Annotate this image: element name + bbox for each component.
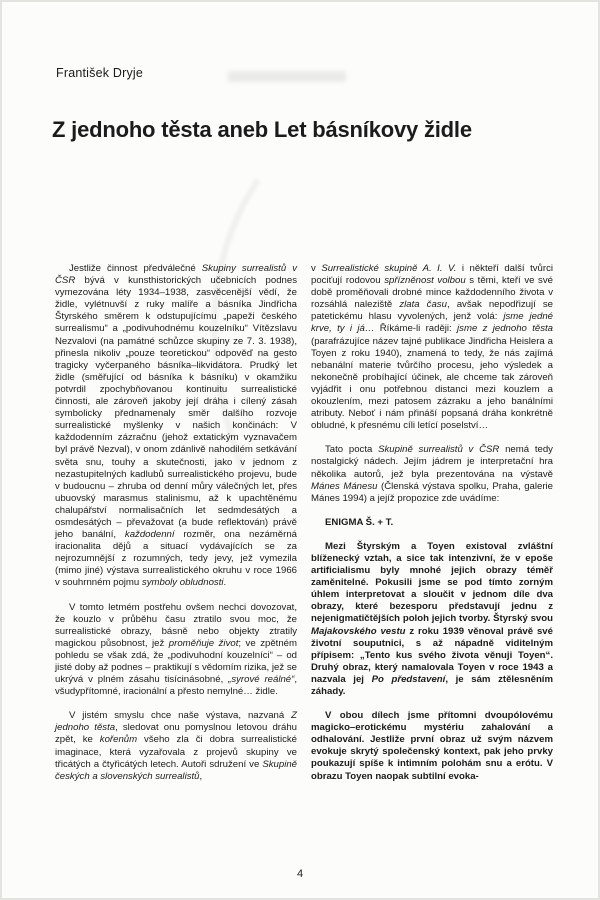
text-segment: V tomto letmém postřehu ovšem nechci dovozovat, že kouzlo v průběhu času ztratilo svou moc, že surrealistické obrazy, básně nebo objekty ztratily magickou působnost, jež <box>55 601 297 649</box>
article-title: Z jednoho těsta aneb Let básníkovy židle <box>52 116 472 142</box>
section-heading-enigma <box>311 517 553 529</box>
text-segment: , avšak nepodřizují se patetickému hlasu vyvolených, jenž volá: <box>311 299 553 323</box>
paragraph <box>311 710 553 783</box>
text-segment: V obou dílech jsme přítomni dvoupólovému magicko–erotickému mystériu zahalování a odhalování. Jestliže první obraz už svým názvem evokuje skrytý společenský kontext, pak jeho prvky poukazují spíše k intimním polohám snu a erótu. V obrazu Toyen naopak subtilní evoka- <box>311 710 553 782</box>
emphasis-text: „syrové reálné“ <box>228 674 295 686</box>
text-segment: , sledovat onu pomyslnou letovou dráhu zpět, ke <box>55 722 297 746</box>
author-name: František Dryje <box>56 66 144 80</box>
text-segment: ; ve zpětném pohledu se však zdá, že „podivuhodní kouzelníci“ – od jisté doby až podnes – praktikují s vědomím rizika, jež se ukrývá v plném zásahu tisícinásobné, <box>55 637 297 686</box>
paragraph <box>55 602 297 699</box>
text-segment: . <box>223 577 227 589</box>
paragraph <box>311 541 553 698</box>
paragraph <box>55 263 297 590</box>
left-column <box>55 263 297 795</box>
paragraph <box>311 263 553 432</box>
emphasis-text: proměňuje život <box>168 637 239 649</box>
text-segment: z roku 1939 věnoval právě své životní souputnici, s až nápadně viditelným přípisem: „Tento kus svého života věnuji Toyen“. Druhý obraz, který namalovala Toyen v roce 1943 a nazvala jej <box>311 625 553 685</box>
emphasis-text: spřízněnost volbou <box>384 275 466 287</box>
emphasis-text: Mánes Mánesu <box>311 480 378 492</box>
text-segment: Tato pocta <box>325 444 379 456</box>
right-column <box>311 263 553 795</box>
text-segment: (parafrázujíce název tajné publikace Jindřicha Heislera a Toyen z roku 1940), znamená to tedy, že nás zajímá nebanální materie tvůrčího procesu, jeho výsledek a nekonečně probíhající účinek, ale chceme tak zároveň vyjádřit i onu potřebnou distanci mezi kouzlem a okouzlením, mezi patosem zázraku a jeho banálními atributy. Neboť i nám přináší popsaná dráha konkrétně obludné, k přesnému cíli letící poselství… <box>311 335 553 432</box>
paragraph <box>55 710 297 783</box>
emphasis-text: Majakovského vestu <box>311 625 406 637</box>
emphasis-text: Skupině surrealistů v ČSR <box>378 444 500 456</box>
text-segment: Jestliže činnost předválečné <box>69 263 202 274</box>
emphasis-text: každodenní <box>124 529 175 541</box>
text-segment: všeho zla či dobra surrealistické imaginace, která vyzařovala z projevů skupiny ve třicátých a čtyřicátých letech. Autoři sdružení ve <box>55 734 298 770</box>
text-segment: v <box>311 263 322 274</box>
emphasis-text: Z jednoho těsta <box>55 710 297 734</box>
emphasis-text: jsme z jednoho těsta <box>457 323 553 335</box>
text-segment: , <box>199 770 203 782</box>
text-segment: i někteří další tvůrci pociťují rodovou <box>311 263 554 287</box>
text-segment: bývá v kunsthistorických učebnicích podnes vymezována léty 1934–1938, zasvěcenější vědí, že židle, vylétnuvší z ruky malíře a básníka Jindřicha Štyrského směrem k odstupujícímu „papeži českého surrealismu“ a „podivuhodnému kouzelníku“ Vítězslavu Nezvalovi (na památné schůzce skupiny ze 7. 3. 1938), přinesla nikoliv „pouze teoretickou“ odpověď na gesto tragicky vyčerpaného básníka–likvidátora. Prudký let židle (směřující od básníka k básníku) v okamžiku potvrdil zpochybňovanou kontinuitu surrealistické činnosti, ale zároveň jakoby její dráha i cílený zásah symbolicky přednamenaly směr dalšího rozvoje surrealistické myšlenky v našich končinách: V každodenním zázračnu (jehož extatickým vyznavačem byl právě Nezval), v onom zdánlivě nahodilém setkávání světa snu, touhy a skutečnosti, jako v jednom z nezastupitelných kadlubů surrealistického projevu, bude v budoucnu – zhruba od denní můry válečných let, přes ubuovský marasmus stalinismu, až k upachtěnému chalupářství normalisačních let sedmdesátých a osmdesátých – převažovat (a bude reflektován) právě jeho banální, <box>55 275 297 541</box>
text-segment: Mezi Štyrským a Toyen existoval zvláštní blíženecký vztah, a sice tak intenzivní, že v epoše artificialismu byly mnohé jejich obrazy téměř zaměnitelné. Pokusili jsme se pod tímto zorným úhlem interpretovat a sloučit v jednom díle dva obrazy, které bezesporu představují jednu z nejenigmatičtějších poloh jejich tvorby. Štyrský svou <box>311 540 553 625</box>
emphasis-text: Skupiny surrealistů v ČSR <box>55 263 297 287</box>
emphasis-text: kořenům <box>99 734 138 746</box>
showthrough-artifact <box>228 71 346 82</box>
text-segment: nemá tedy nostalgický nádech. Jejím jádrem je interpretační hra několika autorů, jež byla prezentována na výstavě <box>311 444 553 480</box>
paragraph <box>311 444 553 504</box>
emphasis-text: symboly obludnosti <box>141 577 224 589</box>
text-segment: ENIGMA Š. + T. <box>325 516 394 528</box>
text-segment: (Členská výstava spolku, Praha, galerie Mánes 1994) a jejíž propozice zde uvádíme: <box>311 480 554 504</box>
emphasis-text: jsme jedné krve, ty i já… <box>311 311 553 335</box>
text-segment: , všudypřítomné, iracionální a přesto nemylné… židle. <box>55 674 297 698</box>
text-segment: , je sám ztělesněním záhady. <box>311 673 554 697</box>
emphasis-text: Po představení <box>371 673 446 685</box>
text-segment: rozměr, ona nezáměrná iracionalita dějů a situací vydávajících se za nejrozumnější z rozumných, tedy jevy, jež vymezila (mimo jiné) výstava surrealistického okruhu v roce 1966 v souhrnném pojmu <box>55 529 297 589</box>
emphasis-text: Surrealistické skupině A. I. V. <box>321 263 457 274</box>
emphasis-text: zlata času <box>399 299 447 311</box>
page-number: 4 <box>296 868 304 880</box>
text-segment: s těmi, kteří ve své době proměňovali drobné mince každodenního života v rozsáhlá naleziště <box>311 275 553 311</box>
text-segment: V jistém smyslu chce naše výstava, nazvaná <box>69 710 292 722</box>
emphasis-text: Skupině českých a slovenských surrealistů <box>55 758 297 782</box>
text-segment: Říkáme-li raději: <box>374 323 458 335</box>
